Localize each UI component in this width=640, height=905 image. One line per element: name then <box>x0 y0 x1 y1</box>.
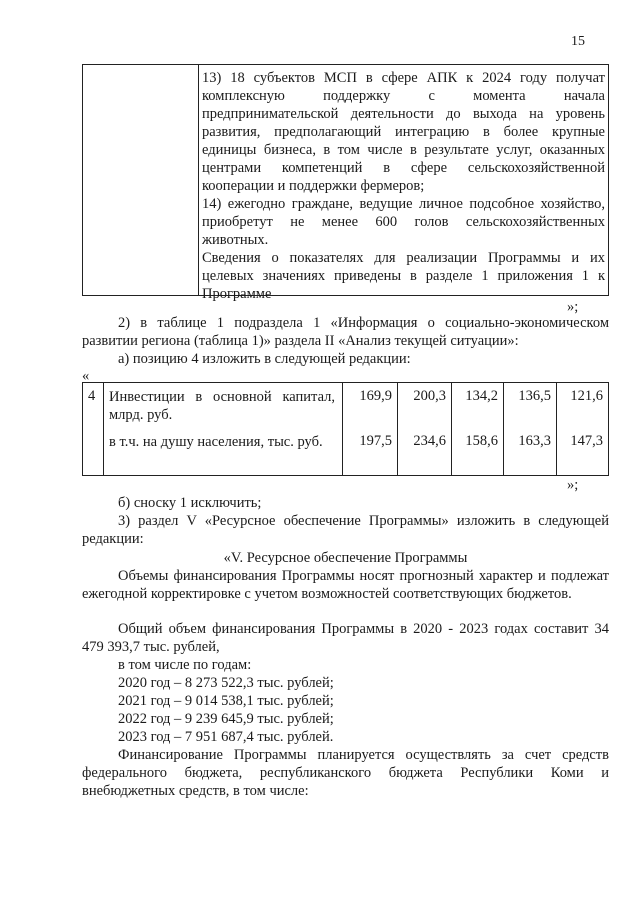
year-line: 2021 год – 9 014 538,1 тыс. рублей; <box>118 693 334 709</box>
table-cell: 121,6 <box>570 388 603 404</box>
total-financing-text: Общий объем финансирования Программы в 2020 - 2023 годах составит 34 479 393,7 тыс. рублей, <box>82 621 609 655</box>
row-label: Инвестиции в основной капитал, млрд. руб. <box>109 389 335 423</box>
table-cell: 147,3 <box>570 433 603 449</box>
item-13-text: 13) 18 субъектов МСП в сфере АПК к 2024 году получат комплексную поддержку с момента начала предпринимательской деятельности до выхода на уровень развития, предполагающий интеграцию в более крупные единицы бизнеса, в том числе в результате услуг, оказанных центрами компетенций в сфере сельскохозяйственной кооперации и поддержки фермеров; <box>202 70 605 194</box>
amendment-3-text: 3) раздел V «Ресурсное обеспечение Программы» изложить в следующей редакции: <box>82 513 609 547</box>
year-line: 2022 год – 9 239 645,9 тыс. рублей; <box>118 711 334 727</box>
table-cell: 197,5 <box>359 433 392 449</box>
by-years-label: в том числе по годам: <box>118 657 252 673</box>
table-cell: 158,6 <box>465 433 498 449</box>
year-line: 2023 год – 7 951 687,4 тыс. рублей. <box>118 729 334 745</box>
closing-quote: »; <box>567 299 579 315</box>
year-line: 2020 год – 8 273 522,3 тыс. рублей; <box>118 675 334 691</box>
investment-table <box>82 382 609 476</box>
position-number: 4 <box>88 388 96 404</box>
amendment-2-text: 2) в таблице 1 подраздела 1 «Информация о социально-экономическом развитии региона (таблица 1)» раздела II «Анализ текущей ситуации»: <box>82 315 609 349</box>
amendment-b-text: б) сноску 1 исключить; <box>118 495 262 511</box>
table-cell: 200,3 <box>413 388 446 404</box>
table-cell: 136,5 <box>518 388 551 404</box>
table-cell: 163,3 <box>518 433 551 449</box>
table-cell: 234,6 <box>413 433 446 449</box>
page-number: 15 <box>571 34 585 49</box>
funding-sources-text: Финансирование Программы планируется осуществлять за счет средств федерального бюджета, республиканского бюджета Республики Коми и внебюджетных средств, в том числе: <box>82 747 609 799</box>
table-text-cell <box>202 69 605 303</box>
table-cell: 134,2 <box>465 388 498 404</box>
appendix-note-text: Сведения о показателях для реализации Программы и их целевых значениях приведены в разделе 1 приложения 1 к Программе <box>202 250 605 302</box>
opening-quote: « <box>82 368 90 384</box>
closing-quote: »; <box>567 477 579 493</box>
table-cell: 169,9 <box>359 388 392 404</box>
section-heading: «V. Ресурсное обеспечение Программы <box>223 550 468 566</box>
item-14-text: 14) ежегодно граждане, ведущие личное подсобное хозяйство, приобретут не менее 600 голов сельскохозяйственных животных. <box>202 196 605 248</box>
table-empty-cell <box>83 65 199 295</box>
amendment-a-text: а) позицию 4 изложить в следующей редакции: <box>118 351 411 367</box>
indicators-table-continuation <box>82 64 609 302</box>
row-label: в т.ч. на душу населения, тыс. руб. <box>109 434 323 450</box>
financing-volumes-text: Объемы финансирования Программы носят прогнозный характер и подлежат ежегодной корректировке с учетом возможностей соответствующих бюджетов. <box>82 568 609 602</box>
